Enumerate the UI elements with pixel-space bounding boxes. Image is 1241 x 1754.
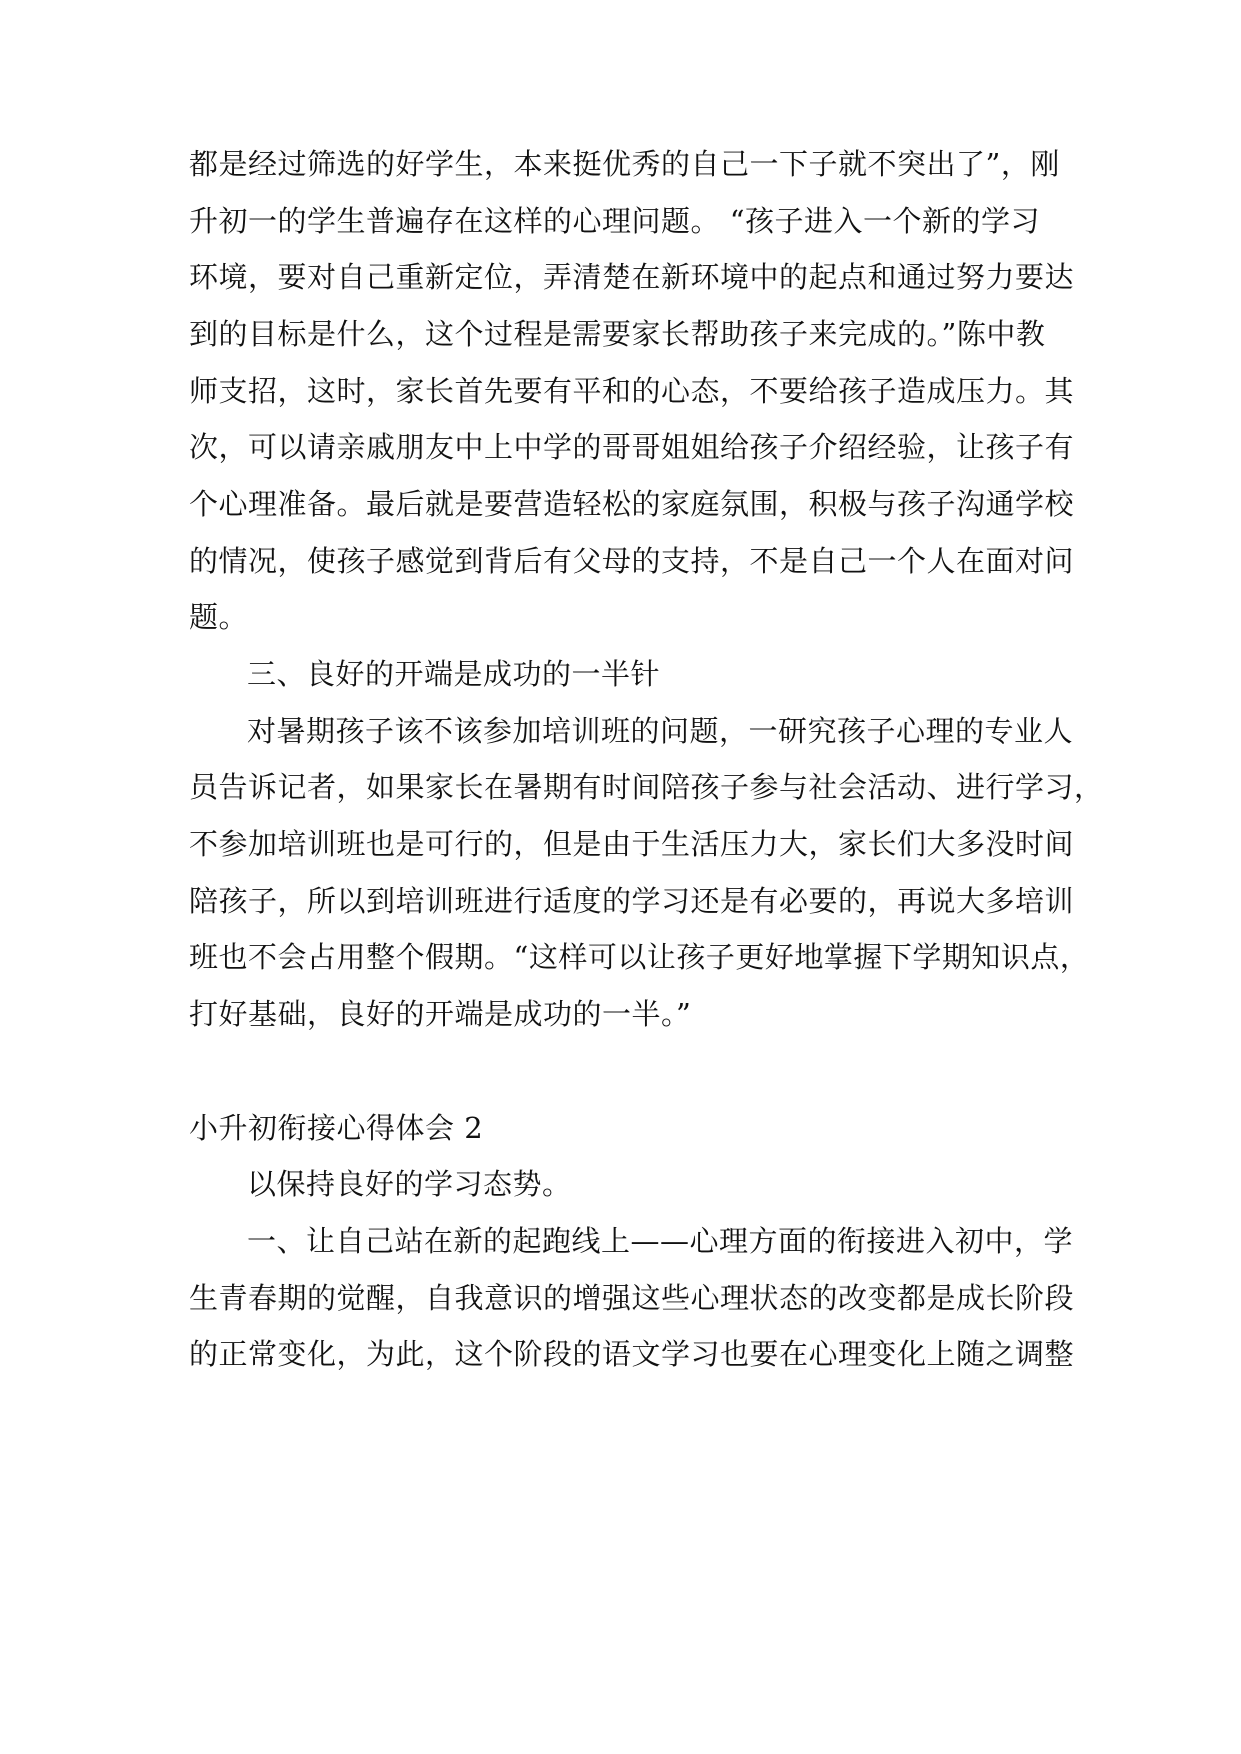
paragraph-line: 打好基础，良好的开端是成功的一半。” xyxy=(189,997,692,1031)
paragraph-line: 到的目标是什么，这个过程是需要家长帮助孩子来完成的。”陈中教 xyxy=(189,317,1046,351)
paragraph-line: 都是经过筛选的好学生，本来挺优秀的自己一下子就不突出了”，刚 xyxy=(189,147,1060,181)
paragraph-line: 不参加培训班也是可行的，但是由于生活压力大，家长们大多没时间 xyxy=(189,827,1075,861)
paragraph-line: 员告诉记者，如果家长在暑期有时间陪孩子参与社会活动、进行学习， xyxy=(189,770,1104,804)
section-heading: 三、良好的开端是成功的一半针 xyxy=(247,657,661,691)
paragraph-line: 师支招，这时，家长首先要有平和的心态，不要给孩子造成压力。其 xyxy=(189,374,1075,408)
paragraph-line: 升初一的学生普遍存在这样的心理问题。 “孩子进入一个新的学习 xyxy=(189,204,1041,238)
paragraph-line: 对暑期孩子该不该参加培训班的问题，一研究孩子心理的专业人 xyxy=(247,714,1074,748)
article-title: 小升初衔接心得体会 2 xyxy=(189,1111,484,1145)
paragraph-line: 以保持良好的学习态势。 xyxy=(247,1167,572,1201)
paragraph-line: 题。 xyxy=(189,600,249,634)
paragraph-line: 生青春期的觉醒，自我意识的增强这些心理状态的改变都是成长阶段 xyxy=(189,1281,1075,1315)
paragraph-line: 班也不会占用整个假期。“这样可以让孩子更好地掌握下学期知识点， xyxy=(189,940,1090,974)
paragraph-line: 的情况，使孩子感觉到背后有父母的支持，不是自己一个人在面对问 xyxy=(189,544,1075,578)
paragraph-line: 次，可以请亲戚朋友中上中学的哥哥姐姐给孩子介绍经验，让孩子有 xyxy=(189,430,1075,464)
paragraph-line: 陪孩子，所以到培训班进行适度的学习还是有必要的，再说大多培训 xyxy=(189,884,1075,918)
paragraph-line: 的正常变化，为此，这个阶段的语文学习也要在心理变化上随之调整 xyxy=(189,1337,1075,1371)
paragraph-line: 个心理准备。最后就是要营造轻松的家庭氛围，积极与孩子沟通学校 xyxy=(189,487,1075,521)
paragraph-line: 环境，要对自己重新定位，弄清楚在新环境中的起点和通过努力要达 xyxy=(189,260,1075,294)
paragraph-line: 一、让自己站在新的起跑线上——心理方面的衔接进入初中，学 xyxy=(247,1224,1074,1258)
